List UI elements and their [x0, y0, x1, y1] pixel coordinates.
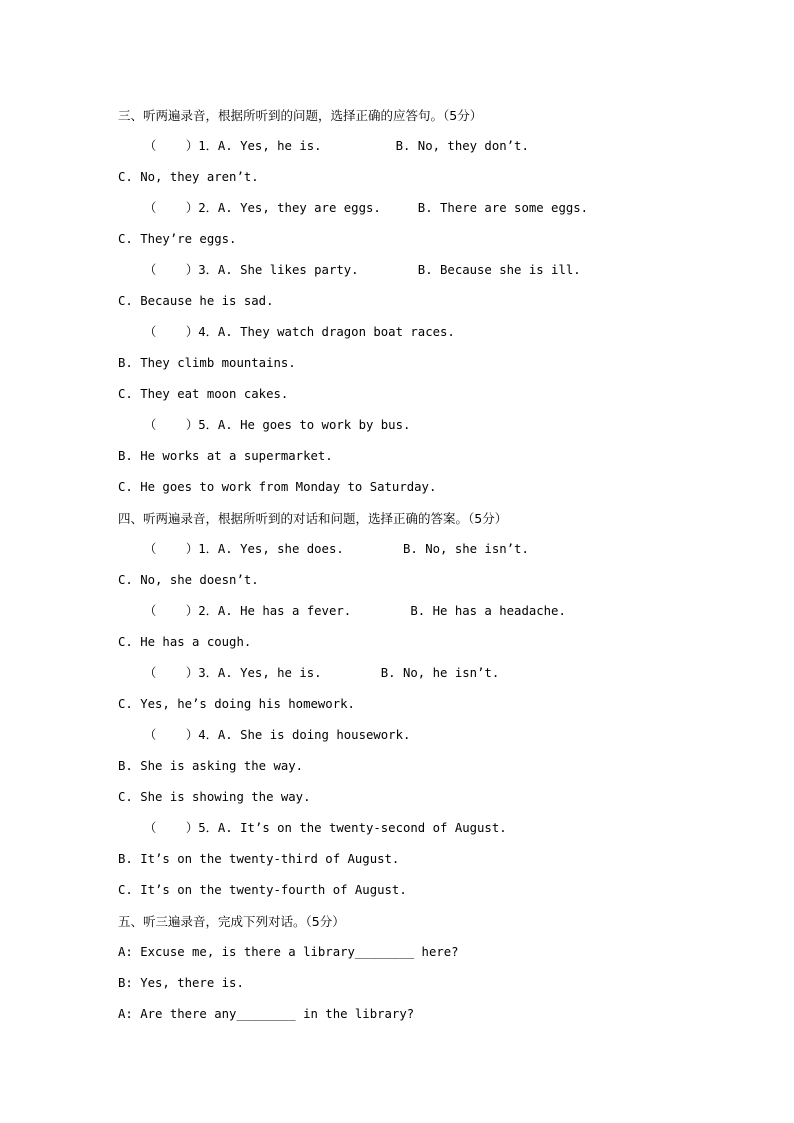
section-5-heading: 五、听三遍录音，完成下列对话。（5分）	[118, 914, 345, 929]
dialogue-line: A: Are there any________ in the library?	[118, 1007, 415, 1021]
question-line: （ ）2．A. He has a fever. B. He has a headache.	[144, 604, 566, 618]
option-line: B. They climb mountains.	[118, 356, 296, 370]
option-line: C. He goes to work from Monday to Saturday.	[118, 480, 437, 494]
option-line: C. Yes, he’s doing his homework.	[118, 697, 355, 711]
question-line: （ ）4．A. She is doing housework.	[144, 728, 411, 742]
option-line: C. No, they aren’t.	[118, 170, 259, 184]
option-line: C. She is showing the way.	[118, 790, 311, 804]
option-line: C. He has a cough.	[118, 635, 252, 649]
option-line: C. They’re eggs.	[118, 232, 237, 246]
question-line: （ ）1．A. Yes, she does. B. No, she isn’t.	[144, 542, 529, 556]
section-4-heading: 四、听两遍录音，根据所听到的对话和问题，选择正确的答案。（5分）	[118, 511, 508, 526]
question-line: （ ）3．A. Yes, he is. B. No, he isn’t.	[144, 666, 500, 680]
listening-section-5	[118, 906, 676, 1030]
option-line: B. He works at a supermarket.	[118, 449, 333, 463]
listening-section-3	[118, 100, 676, 503]
section-3-heading: 三、听两遍录音，根据所听到的问题，选择正确的应答句。（5分）	[118, 108, 483, 123]
option-line: C. It’s on the twenty-fourth of August.	[118, 883, 407, 897]
option-line: B. She is asking the way.	[118, 759, 304, 773]
listening-section-4	[118, 503, 676, 906]
question-line: （ ）2．A. Yes, they are eggs. B. There are some eggs.	[144, 201, 589, 215]
question-line: （ ）5．A. He goes to work by bus.	[144, 418, 411, 432]
question-line: （ ）3．A. She likes party. B. Because she is ill.	[144, 263, 581, 277]
dialogue-line: A: Excuse me, is there a library________ here?	[118, 945, 459, 959]
option-line: C. Because he is sad.	[118, 294, 274, 308]
question-line: （ ）4．A. They watch dragon boat races.	[144, 325, 455, 339]
question-line: （ ）5．A. It’s on the twenty-second of August.	[144, 821, 507, 835]
dialogue-line: B: Yes, there is.	[118, 976, 244, 990]
option-line: C. No, she doesn’t.	[118, 573, 259, 587]
option-line: B. It’s on the twenty-third of August.	[118, 852, 400, 866]
question-line: （ ）1．A. Yes, he is. B. No, they don’t.	[144, 139, 529, 153]
option-line: C. They eat moon cakes.	[118, 387, 289, 401]
